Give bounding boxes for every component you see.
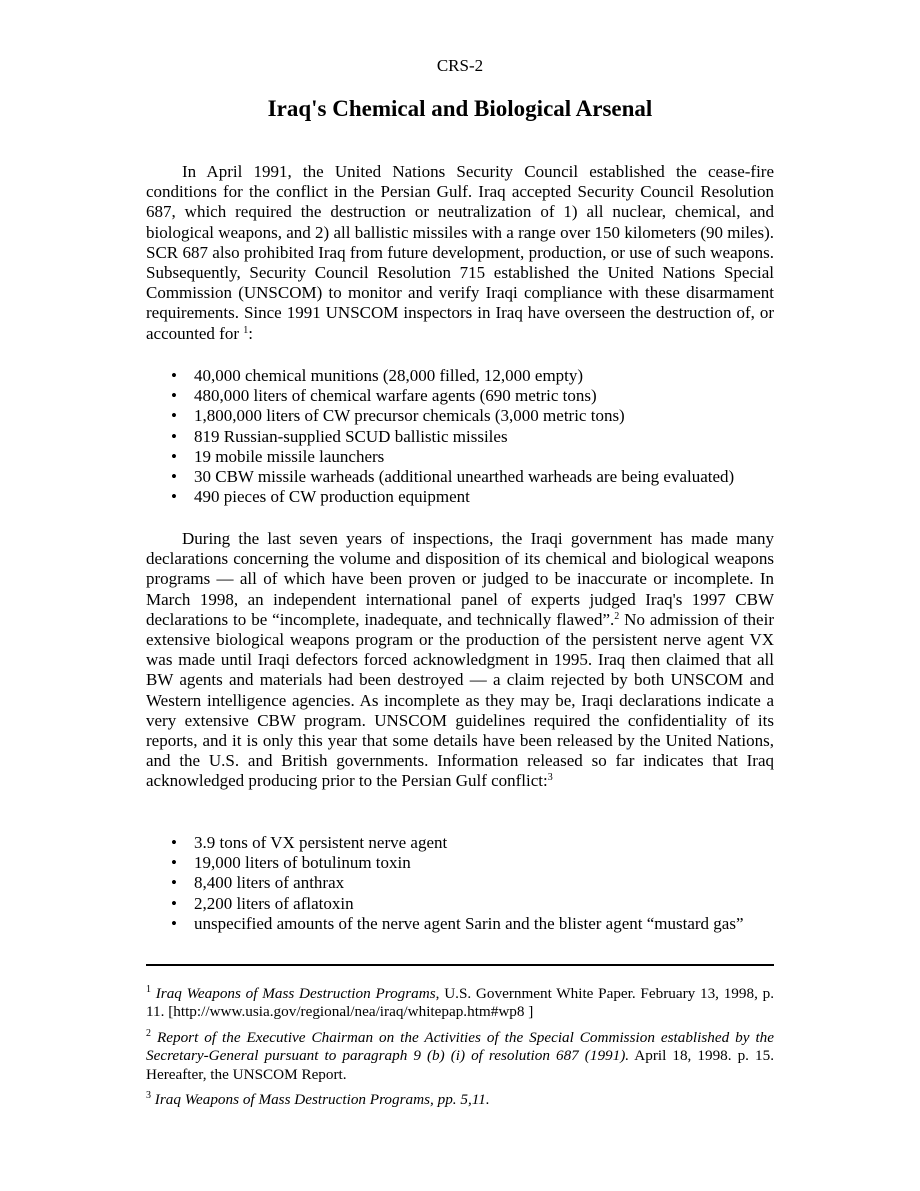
footnote-number: 2 xyxy=(146,1027,151,1039)
footnote-ref-3[interactable]: 3 xyxy=(547,772,553,784)
footnote-2 xyxy=(146,1029,774,1084)
list-item: • 490 pieces of CW production equipment xyxy=(146,487,734,507)
list-item: • 40,000 chemical munitions (28,000 filled, 12,000 empty) xyxy=(146,366,734,386)
footnote-citation-title: Report of the Executive Chairman on the Activities of the Special Commission established by the Secretary-General pursuant to paragraph 9 (b) (i) of resolution 687 (1991). xyxy=(146,1028,774,1065)
list-item: • 19,000 liters of botulinum toxin xyxy=(146,853,744,873)
document-title: Iraq's Chemical and Biological Arsenal xyxy=(267,96,653,121)
list-item: • 2,200 liters of aflatoxin xyxy=(146,894,744,914)
intro-paragraph xyxy=(146,162,774,344)
footnote-number: 1 xyxy=(146,984,151,995)
footnote-divider xyxy=(146,964,774,966)
footnote-citation-details: April 18, 1998. p. 15. Hereafter, the UNSCOM Report. xyxy=(146,1047,774,1083)
footnote-1 xyxy=(146,985,774,1022)
footnote-citation-title: Iraq Weapons of Mass Destruction Programs, pp. 5,11. xyxy=(154,1091,490,1109)
list-item: • 480,000 liters of chemical warfare agents (690 metric tons) xyxy=(146,386,734,406)
intro-text: In April 1991, the United Nations Security Council established the cease-fire conditions for the conflict in the Persian Gulf. Iraq accepted Security Council Resolution 687, which required the destruction or neutralization of 1) all nuclear, chemical, and biological weapons, and 2) all ballistic missiles with a range over 150 kilometers (90 miles). SCR 687 also prohibited Iraq from future development, production, or use of such weapons. Subsequently, Security Council Resolution 715 established the United Nations Special Commission (UNSCOM) to monitor and verify Iraqi compliance with these disarmament requirements. Since 1991 UNSCOM inspectors in Iraq have overseen the destruction of, or accounted for xyxy=(146,162,774,343)
footnote-number: 3 xyxy=(146,1090,151,1102)
footnotes-section xyxy=(146,985,774,1116)
acknowledged-production-list xyxy=(146,833,744,934)
footnote-ref-1[interactable]: 1 xyxy=(243,324,249,336)
inspections-paragraph xyxy=(146,529,774,792)
footnote-3 xyxy=(146,1091,774,1109)
inspections-text-a: During the last seven years of inspections, the Iraqi government has made many declarations concerning the volume and disposition of its chemical and biological weapons programs — all of which have been proven or judged to be inaccurate or incomplete. In March 1998, an independent international panel of experts judged Iraq's 1997 CBW declarations to be “incomplete, inadequate, and technically flawed”. xyxy=(146,529,774,629)
intro-tail: : xyxy=(248,323,253,343)
list-item: • 1,800,000 liters of CW precursor chemicals (3,000 metric tons) xyxy=(146,406,734,426)
list-item: • 19 mobile missile launchers xyxy=(146,447,734,467)
list-item: • unspecified amounts of the nerve agent Sarin and the blister agent “mustard gas” xyxy=(146,914,744,934)
footnote-ref-2[interactable]: 2 xyxy=(614,610,620,622)
list-item: • 30 CBW missile warheads (additional unearthed warheads are being evaluated) xyxy=(146,467,734,487)
inspections-text-b: No admission of their extensive biological weapons program or the production of the persistent nerve agent VX was made until Iraqi defectors forced acknowledgment in 1995. Iraq then claimed that all BW agents and materials had been destroyed — a claim rejected by both UNSCOM and Western intelligence agencies. As incomplete as they may be, Iraqi declarations indicate a very extensive CBW program. UNSCOM guidelines required the confidentiality of its reports, and it is only this year that some details have been released by the United Nations, and the U.S. and British governments. Information released so far indicates that Iraq acknowledged producing prior to the Persian Gulf conflict: xyxy=(146,609,774,791)
list-item: • 3.9 tons of VX persistent nerve agent xyxy=(146,833,744,853)
footnote-citation-details: , U.S. Government White Paper. February 13, 1998, p. 11. [http://www.usia.gov/regional/nea/iraq/whitepap.htm#wp8 ] xyxy=(146,985,775,1021)
footnote-citation-title: Iraq Weapons of Mass Destruction Programs xyxy=(155,985,436,1002)
destroyed-items-list xyxy=(146,366,734,507)
page-header: CRS-2 xyxy=(436,56,484,75)
list-item: • 819 Russian-supplied SCUD ballistic missiles xyxy=(146,427,734,447)
list-item: • 8,400 liters of anthrax xyxy=(146,873,744,893)
